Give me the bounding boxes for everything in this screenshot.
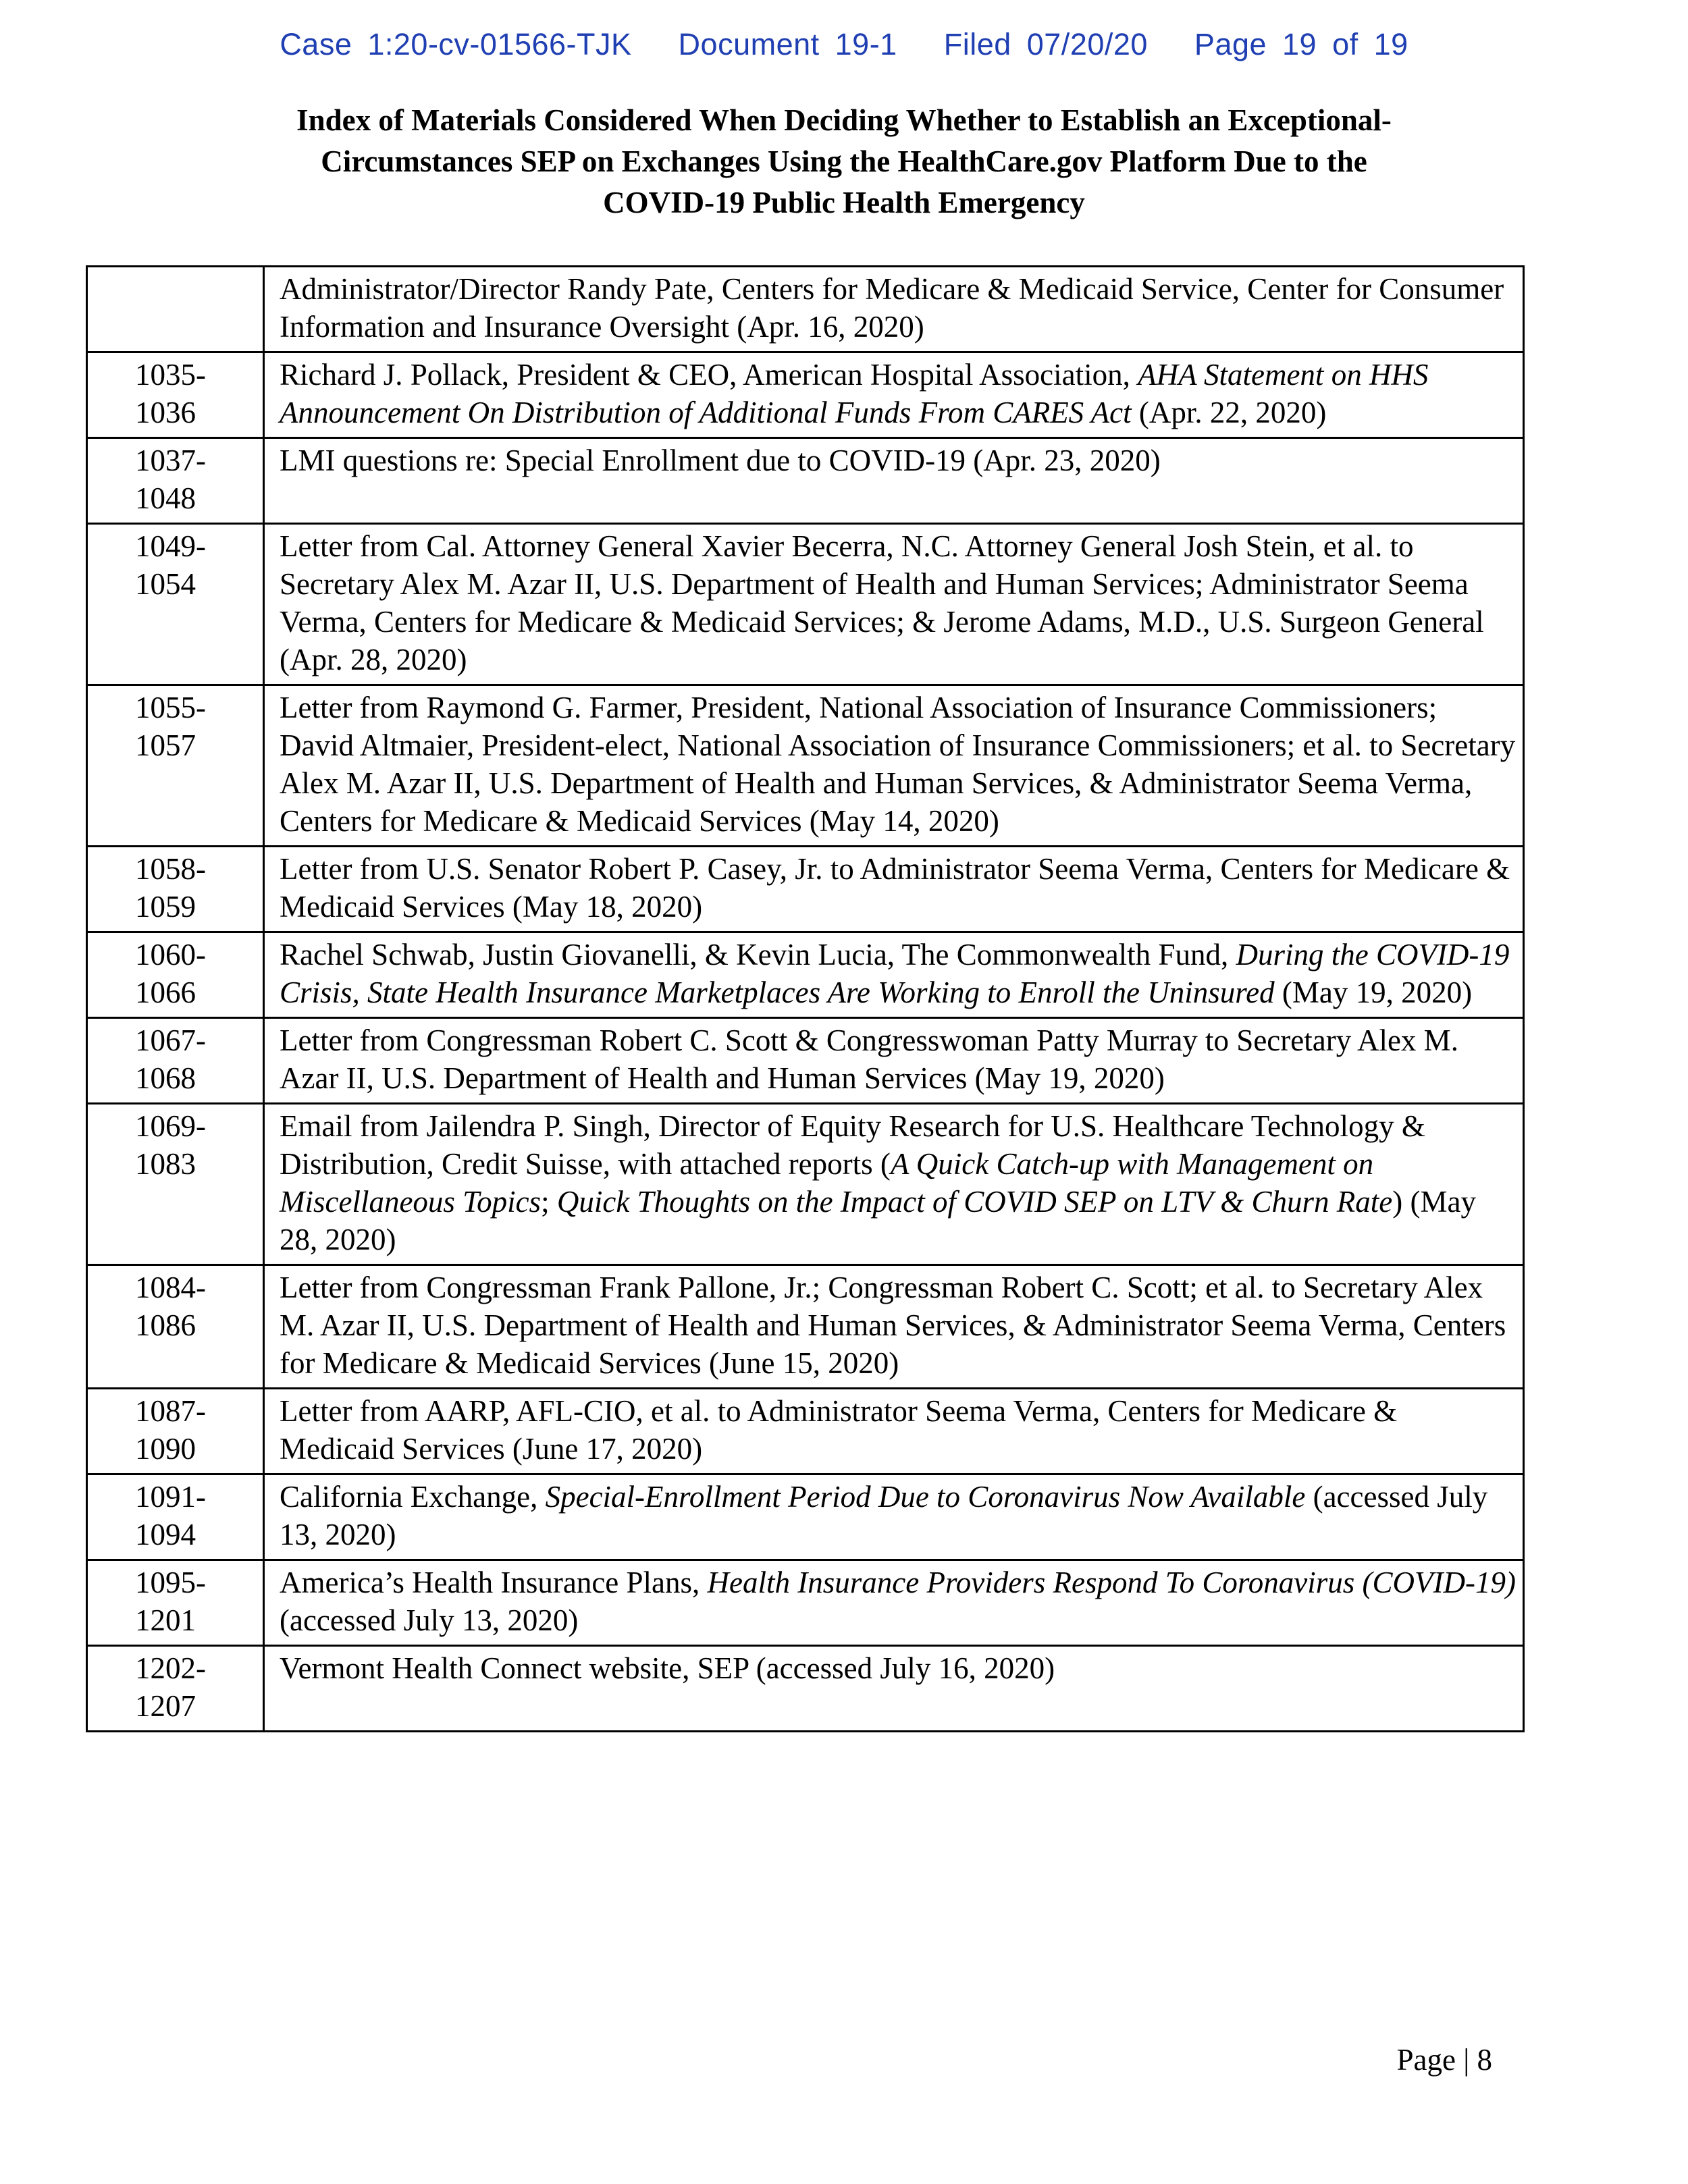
bates-number: 1059 bbox=[135, 890, 196, 924]
bates-number: 1058- bbox=[135, 852, 206, 886]
table-row bbox=[87, 1646, 1524, 1732]
material-description-cell bbox=[264, 1560, 1524, 1646]
material-title-italic: Quick Thoughts on the Impact of COVID SEP on LTV & Churn Rate bbox=[556, 1185, 1393, 1219]
material-description-cell bbox=[264, 438, 1524, 524]
table-row bbox=[87, 438, 1524, 524]
bates-number: 1083 bbox=[135, 1147, 196, 1181]
material-description-cell bbox=[264, 267, 1524, 352]
bates-range-cell bbox=[87, 352, 264, 438]
bates-number: 1037- bbox=[135, 444, 206, 477]
bates-range-cell bbox=[87, 1474, 264, 1560]
bates-number: 1091- bbox=[135, 1480, 206, 1514]
materials-index-table bbox=[86, 265, 1525, 1732]
bates-number: 1069- bbox=[135, 1109, 206, 1143]
material-description-cell bbox=[264, 1389, 1524, 1474]
material-description-cell bbox=[264, 1646, 1524, 1732]
document-title bbox=[0, 100, 1688, 223]
material-description-text: ; bbox=[541, 1185, 557, 1219]
bates-number: 1036 bbox=[135, 396, 196, 429]
material-description-cell bbox=[264, 685, 1524, 847]
material-description-cell bbox=[264, 1104, 1524, 1265]
bates-number: 1067- bbox=[135, 1023, 206, 1057]
material-description-cell bbox=[264, 1265, 1524, 1389]
document-title-line: COVID-19 Public Health Emergency bbox=[603, 186, 1085, 219]
bates-range-cell bbox=[87, 1389, 264, 1474]
table-row bbox=[87, 1560, 1524, 1646]
bates-range-cell bbox=[87, 932, 264, 1018]
material-description-text: (Apr. 22, 2020) bbox=[1131, 396, 1327, 429]
material-title-italic: Special-Enrollment Period Due to Coronavirus Now Available bbox=[545, 1480, 1306, 1514]
bates-number: 1202- bbox=[135, 1651, 206, 1685]
material-description-cell bbox=[264, 1474, 1524, 1560]
material-description-text: Richard J. Pollack, President & CEO, American Hospital Association, bbox=[280, 358, 1138, 392]
material-description-text: Vermont Health Connect website, SEP (accessed July 16, 2020) bbox=[280, 1651, 1055, 1685]
table-row bbox=[87, 352, 1524, 438]
material-description-text: Letter from Congressman Robert C. Scott & Congresswoman Patty Murray to Secretary Alex M. Azar II, U.S. Department of Health and Human Services (May 19, 2020) bbox=[280, 1023, 1458, 1095]
bates-number: 1095- bbox=[135, 1566, 206, 1599]
bates-range-cell bbox=[87, 847, 264, 932]
bates-number: 1068 bbox=[135, 1061, 196, 1095]
bates-range-cell bbox=[87, 438, 264, 524]
bates-range-cell bbox=[87, 1265, 264, 1389]
material-title-italic: A Quick Catch-up with Management on Miscellaneous Topics bbox=[280, 1147, 1374, 1219]
material-description-text: LMI questions re: Special Enrollment due to COVID-19 (Apr. 23, 2020) bbox=[280, 444, 1161, 477]
material-description-text: ) (May 28, 2020) bbox=[280, 1185, 1476, 1256]
material-description-text: Letter from Cal. Attorney General Xavier Becerra, N.C. Attorney General Josh Stein, et al. to Secretary Alex M. Azar II, U.S. Department of Health and Human Services; Administrator Seema Verma, Centers for Medicare & Medicaid Services; & Jerome Adams, M.D., U.S. Surgeon General (Apr. 28, 2020) bbox=[280, 529, 1484, 676]
bates-number: 1048 bbox=[135, 481, 196, 515]
table-row bbox=[87, 1104, 1524, 1265]
table-row bbox=[87, 267, 1524, 352]
bates-number: 1060- bbox=[135, 938, 206, 971]
material-title-italic: During the COVID-19 Crisis, State Health Insurance Marketplaces Are Working to Enroll the Uninsured bbox=[280, 938, 1510, 1009]
material-description-text: America’s Health Insurance Plans, bbox=[280, 1566, 708, 1599]
table-row bbox=[87, 524, 1524, 685]
document-title-line: Index of Materials Considered When Deciding Whether to Establish an Exceptional- bbox=[296, 103, 1392, 137]
material-title-italic: Health Insurance Providers Respond To Coronavirus (COVID-19) bbox=[707, 1566, 1516, 1599]
bates-number: 1057 bbox=[135, 728, 196, 762]
material-description-cell bbox=[264, 524, 1524, 685]
material-description-text: Letter from Raymond G. Farmer, President, National Association of Insurance Commissioners; David Altmaier, President-elect, National Association of Insurance Commissioners; et al. to Secretary Alex M. Azar II, U.S. Department of Health and Human Services, & Administrator Seema Verma, Centers for Medicare & Medicaid Services (May 14, 2020) bbox=[280, 691, 1516, 838]
table-row bbox=[87, 1018, 1524, 1104]
bates-number: 1049- bbox=[135, 529, 206, 563]
document-title-line: Circumstances SEP on Exchanges Using the HealthCare.gov Platform Due to the bbox=[321, 144, 1367, 178]
bates-range-cell bbox=[87, 267, 264, 352]
material-description-text: Rachel Schwab, Justin Giovanelli, & Kevin Lucia, The Commonwealth Fund, bbox=[280, 938, 1236, 971]
bates-range-cell bbox=[87, 1018, 264, 1104]
bates-number: 1094 bbox=[135, 1518, 196, 1551]
bates-range-cell bbox=[87, 1646, 264, 1732]
material-description-text: (accessed July 13, 2020) bbox=[280, 1480, 1488, 1551]
bates-number: 1066 bbox=[135, 976, 196, 1009]
bates-number: 1201 bbox=[135, 1603, 196, 1637]
bates-number: 1084- bbox=[135, 1271, 206, 1304]
material-description-text: (accessed July 13, 2020) bbox=[280, 1603, 579, 1637]
table-row bbox=[87, 847, 1524, 932]
bates-range-cell bbox=[87, 524, 264, 685]
bates-number: 1090 bbox=[135, 1432, 196, 1466]
bates-range-cell bbox=[87, 1104, 264, 1265]
material-description-text: Letter from AARP, AFL-CIO, et al. to Administrator Seema Verma, Centers for Medicare & Medicaid Services (June 17, 2020) bbox=[280, 1394, 1398, 1466]
material-description-cell bbox=[264, 932, 1524, 1018]
table-row bbox=[87, 1474, 1524, 1560]
material-description-cell bbox=[264, 847, 1524, 932]
material-description-cell bbox=[264, 352, 1524, 438]
page-number: Page | 8 bbox=[1396, 2043, 1492, 2077]
bates-number: 1087- bbox=[135, 1394, 206, 1428]
material-description-text: California Exchange, bbox=[280, 1480, 546, 1514]
table-row bbox=[87, 685, 1524, 847]
bates-number: 1207 bbox=[135, 1689, 196, 1723]
material-title-italic: AHA Statement on HHS Announcement On Distribution of Additional Funds From CARES Act bbox=[280, 358, 1429, 429]
bates-number: 1055- bbox=[135, 691, 206, 724]
bates-number: 1035- bbox=[135, 358, 206, 392]
bates-range-cell bbox=[87, 685, 264, 847]
material-description-cell bbox=[264, 1018, 1524, 1104]
bates-number: 1054 bbox=[135, 567, 196, 601]
material-description-text: Email from Jailendra P. Singh, Director of Equity Research for U.S. Healthcare Technology & Distribution, Credit Suisse, with attached reports ( bbox=[280, 1109, 1425, 1181]
material-description-text: (May 19, 2020) bbox=[1274, 976, 1473, 1009]
material-description-text: Administrator/Director Randy Pate, Centers for Medicare & Medicaid Service, Center for Consumer Information and Insurance Oversight (Apr. 16, 2020) bbox=[280, 272, 1504, 344]
case-header: Case 1:20-cv-01566-TJK Document 19-1 Filed 07/20/20 Page 19 of 19 bbox=[280, 27, 1408, 61]
table-row bbox=[87, 1265, 1524, 1389]
table-row bbox=[87, 932, 1524, 1018]
table-row bbox=[87, 1389, 1524, 1474]
material-description-text: Letter from Congressman Frank Pallone, Jr.; Congressman Robert C. Scott; et al. to Secretary Alex M. Azar II, U.S. Department of Health and Human Services, & Administrator Seema Verma, Centers for Medicare & Medicaid Services (June 15, 2020) bbox=[280, 1271, 1506, 1380]
bates-number: 1086 bbox=[135, 1308, 196, 1342]
bates-range-cell bbox=[87, 1560, 264, 1646]
material-description-text: Letter from U.S. Senator Robert P. Casey, Jr. to Administrator Seema Verma, Centers for Medicare & Medicaid Services (May 18, 2020) bbox=[280, 852, 1510, 924]
